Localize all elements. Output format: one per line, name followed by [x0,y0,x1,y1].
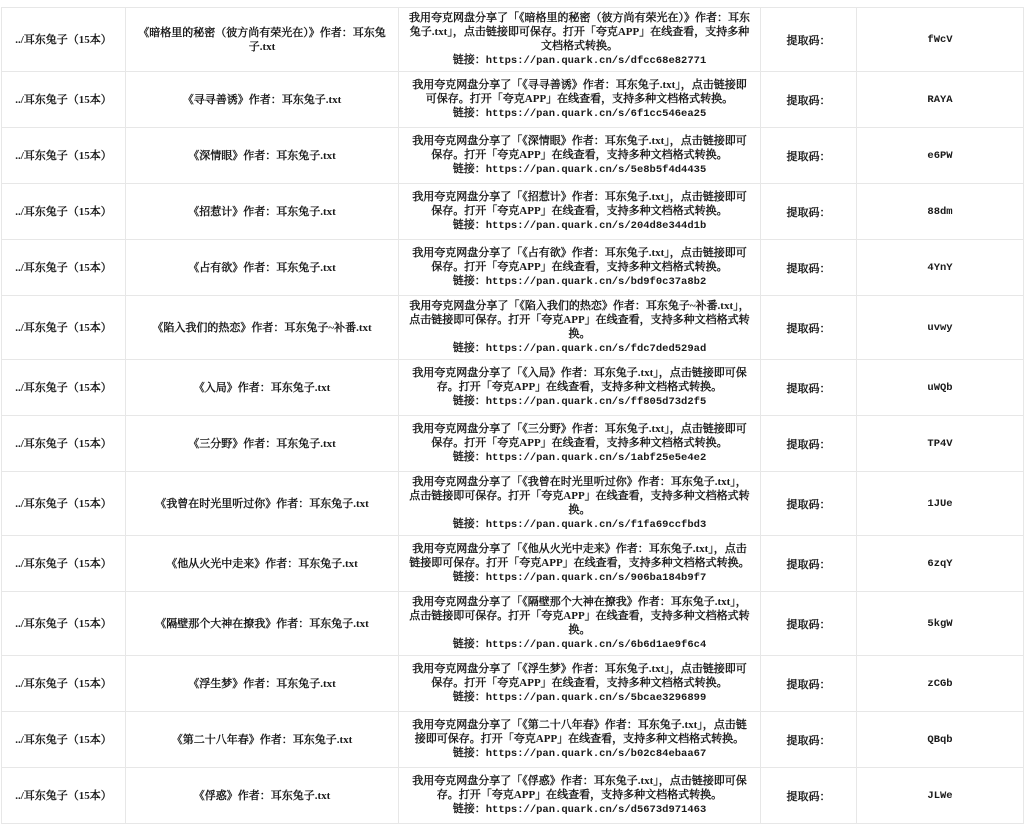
extraction-code: 6zqY [927,558,953,570]
share-description: 我用夸克网盘分享了「《浮生梦》作者：耳东兔子.txt」，点击链接即可保存。打开「夸克APP」在线查看，支持多种文档格式转换。 [412,663,747,689]
code-label-cell [761,128,857,184]
share-description-cell [399,8,761,72]
share-description-cell [399,296,761,360]
book-filename: 《深情眼》作者：耳东兔子.txt [188,149,336,162]
folder-path: ../耳东兔子（15本） [15,205,112,218]
extraction-code: JLWe [927,790,953,802]
folder-path: ../耳东兔子（15本） [15,497,112,510]
folder-path: ../耳东兔子（15本） [15,617,112,630]
code-label-cell [761,72,857,128]
extraction-code-cell [857,656,1024,712]
book-filename: 《浮生梦》作者：耳东兔子.txt [188,677,336,690]
book-filename: 《俘惑》作者：耳东兔子.txt [193,789,331,802]
share-url: https://pan.quark.cn/s/b02c84ebaa67 [485,748,707,760]
share-link-line [407,394,752,409]
share-url: https://pan.quark.cn/s/204d8e344d1b [485,220,707,232]
table-row [2,656,1024,712]
share-description-cell [399,472,761,536]
extraction-code: 88dm [927,206,953,218]
extraction-code-cell [857,240,1024,296]
share-description: 我用夸克网盘分享了「《招惹计》作者：耳东兔子.txt」，点击链接即可保存。打开「夸克APP」在线查看，支持多种文档格式转换。 [412,191,747,217]
book-title-cell [126,296,399,360]
folder-path-cell [2,184,126,240]
code-label-cell [761,360,857,416]
book-title-cell [126,128,399,184]
share-link-line [407,570,752,585]
code-label: 提取码： [786,150,831,163]
link-label: 链接： [452,451,486,463]
folder-path-cell [2,72,126,128]
table-row [2,536,1024,592]
extraction-code: TP4V [927,438,953,450]
share-description: 我用夸克网盘分享了「《寻寻善诱》作者：耳东兔子.txt」，点击链接即可保存。打开「夸克APP」在线查看，支持多种文档格式转换。 [412,79,747,105]
share-description: 我用夸克网盘分享了「《我曾在时光里听过你》作者：耳东兔子.txt」，点击链接即可保存。打开「夸克APP」在线查看，支持多种文档格式转换。 [409,476,750,516]
book-title-cell [126,536,399,592]
share-url: https://pan.quark.cn/s/f1fa69ccfbd3 [485,519,707,531]
share-description-cell [399,240,761,296]
folder-path: ../耳东兔子（15本） [15,149,112,162]
share-description: 我用夸克网盘分享了「《第二十八年春》作者：耳东兔子.txt」，点击链接即可保存。打开「夸克APP」在线查看，支持多种文档格式转换。 [412,719,747,745]
book-filename: 《招惹计》作者：耳东兔子.txt [188,205,336,218]
code-label-cell [761,240,857,296]
folder-path: ../耳东兔子（15本） [15,677,112,690]
folder-path-cell [2,416,126,472]
code-label: 提取码： [786,262,831,275]
book-title-cell [126,8,399,72]
table-row [2,72,1024,128]
share-link-line [407,517,752,532]
code-label-cell [761,416,857,472]
code-label-cell [761,712,857,768]
book-filename: 《第二十八年春》作者：耳东兔子.txt [171,733,353,746]
table-row [2,592,1024,656]
book-filename: 《入局》作者：耳东兔子.txt [193,381,331,394]
folder-path-cell [2,8,126,72]
book-title-cell [126,472,399,536]
link-label: 链接： [452,163,486,175]
extraction-code-cell [857,472,1024,536]
book-title-cell [126,768,399,824]
code-label-cell [761,296,857,360]
extraction-code-cell [857,416,1024,472]
folder-path: ../耳东兔子（15本） [15,321,112,334]
code-label: 提取码： [786,558,831,571]
share-description: 我用夸克网盘分享了「《暗格里的秘密（彼方尚有荣光在）》作者：耳东兔子.txt」，点击链接即可保存。打开「夸克APP」在线查看，支持多种文档格式转换。 [409,12,750,52]
folder-path-cell [2,768,126,824]
share-description-cell [399,128,761,184]
book-filename: 《隔壁那个大神在撩我》作者：耳东兔子.txt [155,617,369,630]
table-row [2,768,1024,824]
table-row [2,296,1024,360]
share-description-cell [399,768,761,824]
link-label: 链接： [452,219,486,231]
share-link-line [407,162,752,177]
extraction-code-cell [857,360,1024,416]
table-row [2,184,1024,240]
code-label-cell [761,8,857,72]
book-filename: 《我曾在时光里听过你》作者：耳东兔子.txt [155,497,369,510]
extraction-code: 1JUe [927,498,953,510]
book-filename: 《陷入我们的热恋》作者：耳东兔子~补番.txt [152,321,372,334]
share-url: https://pan.quark.cn/s/1abf25e5e4e2 [485,452,707,464]
share-url: https://pan.quark.cn/s/bd9f0c37a8b2 [485,276,707,288]
share-link-line [407,218,752,233]
share-description-cell [399,536,761,592]
folder-path: ../耳东兔子（15本） [15,261,112,274]
share-url: https://pan.quark.cn/s/dfcc68e82771 [485,55,707,67]
code-label-cell [761,184,857,240]
code-label: 提取码： [786,34,831,47]
share-url: https://pan.quark.cn/s/6f1cc546ea25 [485,108,707,120]
share-description-cell [399,416,761,472]
share-description-cell [399,712,761,768]
share-description: 我用夸克网盘分享了「《占有欲》作者：耳东兔子.txt」，点击链接即可保存。打开「夸克APP」在线查看，支持多种文档格式转换。 [412,247,747,273]
folder-path: ../耳东兔子（15本） [15,733,112,746]
link-label: 链接： [452,342,486,354]
extraction-code-cell [857,296,1024,360]
share-url: https://pan.quark.cn/s/6b6d1ae9f6c4 [485,639,707,651]
code-label: 提取码： [786,498,831,511]
extraction-code-cell [857,768,1024,824]
share-link-line [407,690,752,705]
table-row [2,416,1024,472]
book-title-cell [126,416,399,472]
extraction-code-cell [857,592,1024,656]
extraction-code: e6PW [927,150,953,162]
folder-path-cell [2,360,126,416]
code-label-cell [761,768,857,824]
folder-path: ../耳东兔子（15本） [15,557,112,570]
share-link-line [407,341,752,356]
book-title-cell [126,72,399,128]
table-row [2,8,1024,72]
folder-path-cell [2,712,126,768]
code-label: 提取码： [786,206,831,219]
link-label: 链接： [452,518,486,530]
share-table [1,7,1024,824]
folder-path-cell [2,536,126,592]
folder-path-cell [2,592,126,656]
share-description: 我用夸克网盘分享了「《隔壁那个大神在撩我》作者：耳东兔子.txt」，点击链接即可保存。打开「夸克APP」在线查看，支持多种文档格式转换。 [409,596,750,636]
share-description-cell [399,184,761,240]
share-description: 我用夸克网盘分享了「《入局》作者：耳东兔子.txt」，点击链接即可保存。打开「夸克APP」在线查看，支持多种文档格式转换。 [412,367,747,393]
share-url: https://pan.quark.cn/s/fdc7ded529ad [485,343,707,355]
share-description-cell [399,592,761,656]
link-label: 链接： [452,638,486,650]
link-label: 链接： [452,275,486,287]
folder-path: ../耳东兔子（15本） [15,789,112,802]
code-label: 提取码： [786,618,831,631]
extraction-code-cell [857,712,1024,768]
code-label: 提取码： [786,438,831,451]
book-filename: 《他从火光中走来》作者：耳东兔子.txt [166,557,358,570]
table-row [2,472,1024,536]
code-label: 提取码： [786,322,831,335]
share-link-line [407,746,752,761]
code-label: 提取码： [786,678,831,691]
book-title-cell [126,592,399,656]
share-link-line [407,802,752,817]
share-url: https://pan.quark.cn/s/5e8b5f4d4435 [485,164,707,176]
table-row [2,128,1024,184]
link-label: 链接： [452,691,486,703]
link-label: 链接： [452,54,486,66]
folder-path-cell [2,296,126,360]
book-title-cell [126,712,399,768]
share-description-cell [399,72,761,128]
code-label-cell [761,592,857,656]
folder-path: ../耳东兔子（15本） [15,93,112,106]
share-description-cell [399,656,761,712]
link-label: 链接： [452,571,486,583]
extraction-code-cell [857,128,1024,184]
share-description: 我用夸克网盘分享了「《三分野》作者：耳东兔子.txt」，点击链接即可保存。打开「夸克APP」在线查看，支持多种文档格式转换。 [412,423,747,449]
code-label: 提取码： [786,94,831,107]
code-label: 提取码： [786,382,831,395]
folder-path-cell [2,656,126,712]
link-label: 链接： [452,747,486,759]
extraction-code: 4YnY [927,262,953,274]
folder-path: ../耳东兔子（15本） [15,33,112,46]
share-description: 我用夸克网盘分享了「《俘惑》作者：耳东兔子.txt」，点击链接即可保存。打开「夸克APP」在线查看，支持多种文档格式转换。 [412,775,747,801]
folder-path-cell [2,128,126,184]
share-link-line [407,637,752,652]
folder-path-cell [2,472,126,536]
link-label: 链接： [452,107,486,119]
share-description: 我用夸克网盘分享了「《陷入我们的热恋》作者：耳东兔子~补番.txt」，点击链接即可保存。打开「夸克APP」在线查看，支持多种文档格式转换。 [409,300,750,340]
code-label-cell [761,472,857,536]
extraction-code: uWQb [927,382,953,394]
book-title-cell [126,184,399,240]
extraction-code: RAYA [927,94,953,106]
extraction-code-cell [857,8,1024,72]
share-url: https://pan.quark.cn/s/5bcae3296899 [485,692,707,704]
table-row [2,712,1024,768]
code-label: 提取码： [786,734,831,747]
folder-path: ../耳东兔子（15本） [15,437,112,450]
link-label: 链接： [452,395,486,407]
extraction-code-cell [857,184,1024,240]
extraction-code: QBqb [927,734,953,746]
share-link-line [407,53,752,68]
code-label-cell [761,536,857,592]
code-label-cell [761,656,857,712]
share-table-body [2,8,1024,824]
book-title-cell [126,656,399,712]
book-filename: 《三分野》作者：耳东兔子.txt [188,437,336,450]
link-label: 链接： [452,803,486,815]
table-row [2,240,1024,296]
code-label: 提取码： [786,790,831,803]
book-filename: 《占有欲》作者：耳东兔子.txt [188,261,336,274]
book-title-cell [126,360,399,416]
share-description: 我用夸克网盘分享了「《他从火光中走来》作者：耳东兔子.txt」，点击链接即可保存。打开「夸克APP」在线查看，支持多种文档格式转换。 [409,543,750,569]
share-link-line [407,274,752,289]
book-title-cell [126,240,399,296]
extraction-code: 5kgW [927,618,953,630]
extraction-code: zCGb [927,678,953,690]
book-filename: 《暗格里的秘密（彼方尚有荣光在）》作者：耳东兔子.txt [138,26,386,53]
extraction-code-cell [857,72,1024,128]
share-link-line [407,450,752,465]
extraction-code: uvwy [927,322,953,334]
folder-path-cell [2,240,126,296]
book-filename: 《寻寻善诱》作者：耳东兔子.txt [182,93,342,106]
table-row [2,360,1024,416]
extraction-code: fWcV [927,34,953,46]
extraction-code-cell [857,536,1024,592]
share-description-cell [399,360,761,416]
share-description: 我用夸克网盘分享了「《深情眼》作者：耳东兔子.txt」，点击链接即可保存。打开「夸克APP」在线查看，支持多种文档格式转换。 [412,135,747,161]
folder-path: ../耳东兔子（15本） [15,381,112,394]
share-url: https://pan.quark.cn/s/906ba184b9f7 [485,572,707,584]
share-url: https://pan.quark.cn/s/ff805d73d2f5 [485,396,707,408]
share-link-line [407,106,752,121]
share-url: https://pan.quark.cn/s/d5673d971463 [485,804,707,816]
